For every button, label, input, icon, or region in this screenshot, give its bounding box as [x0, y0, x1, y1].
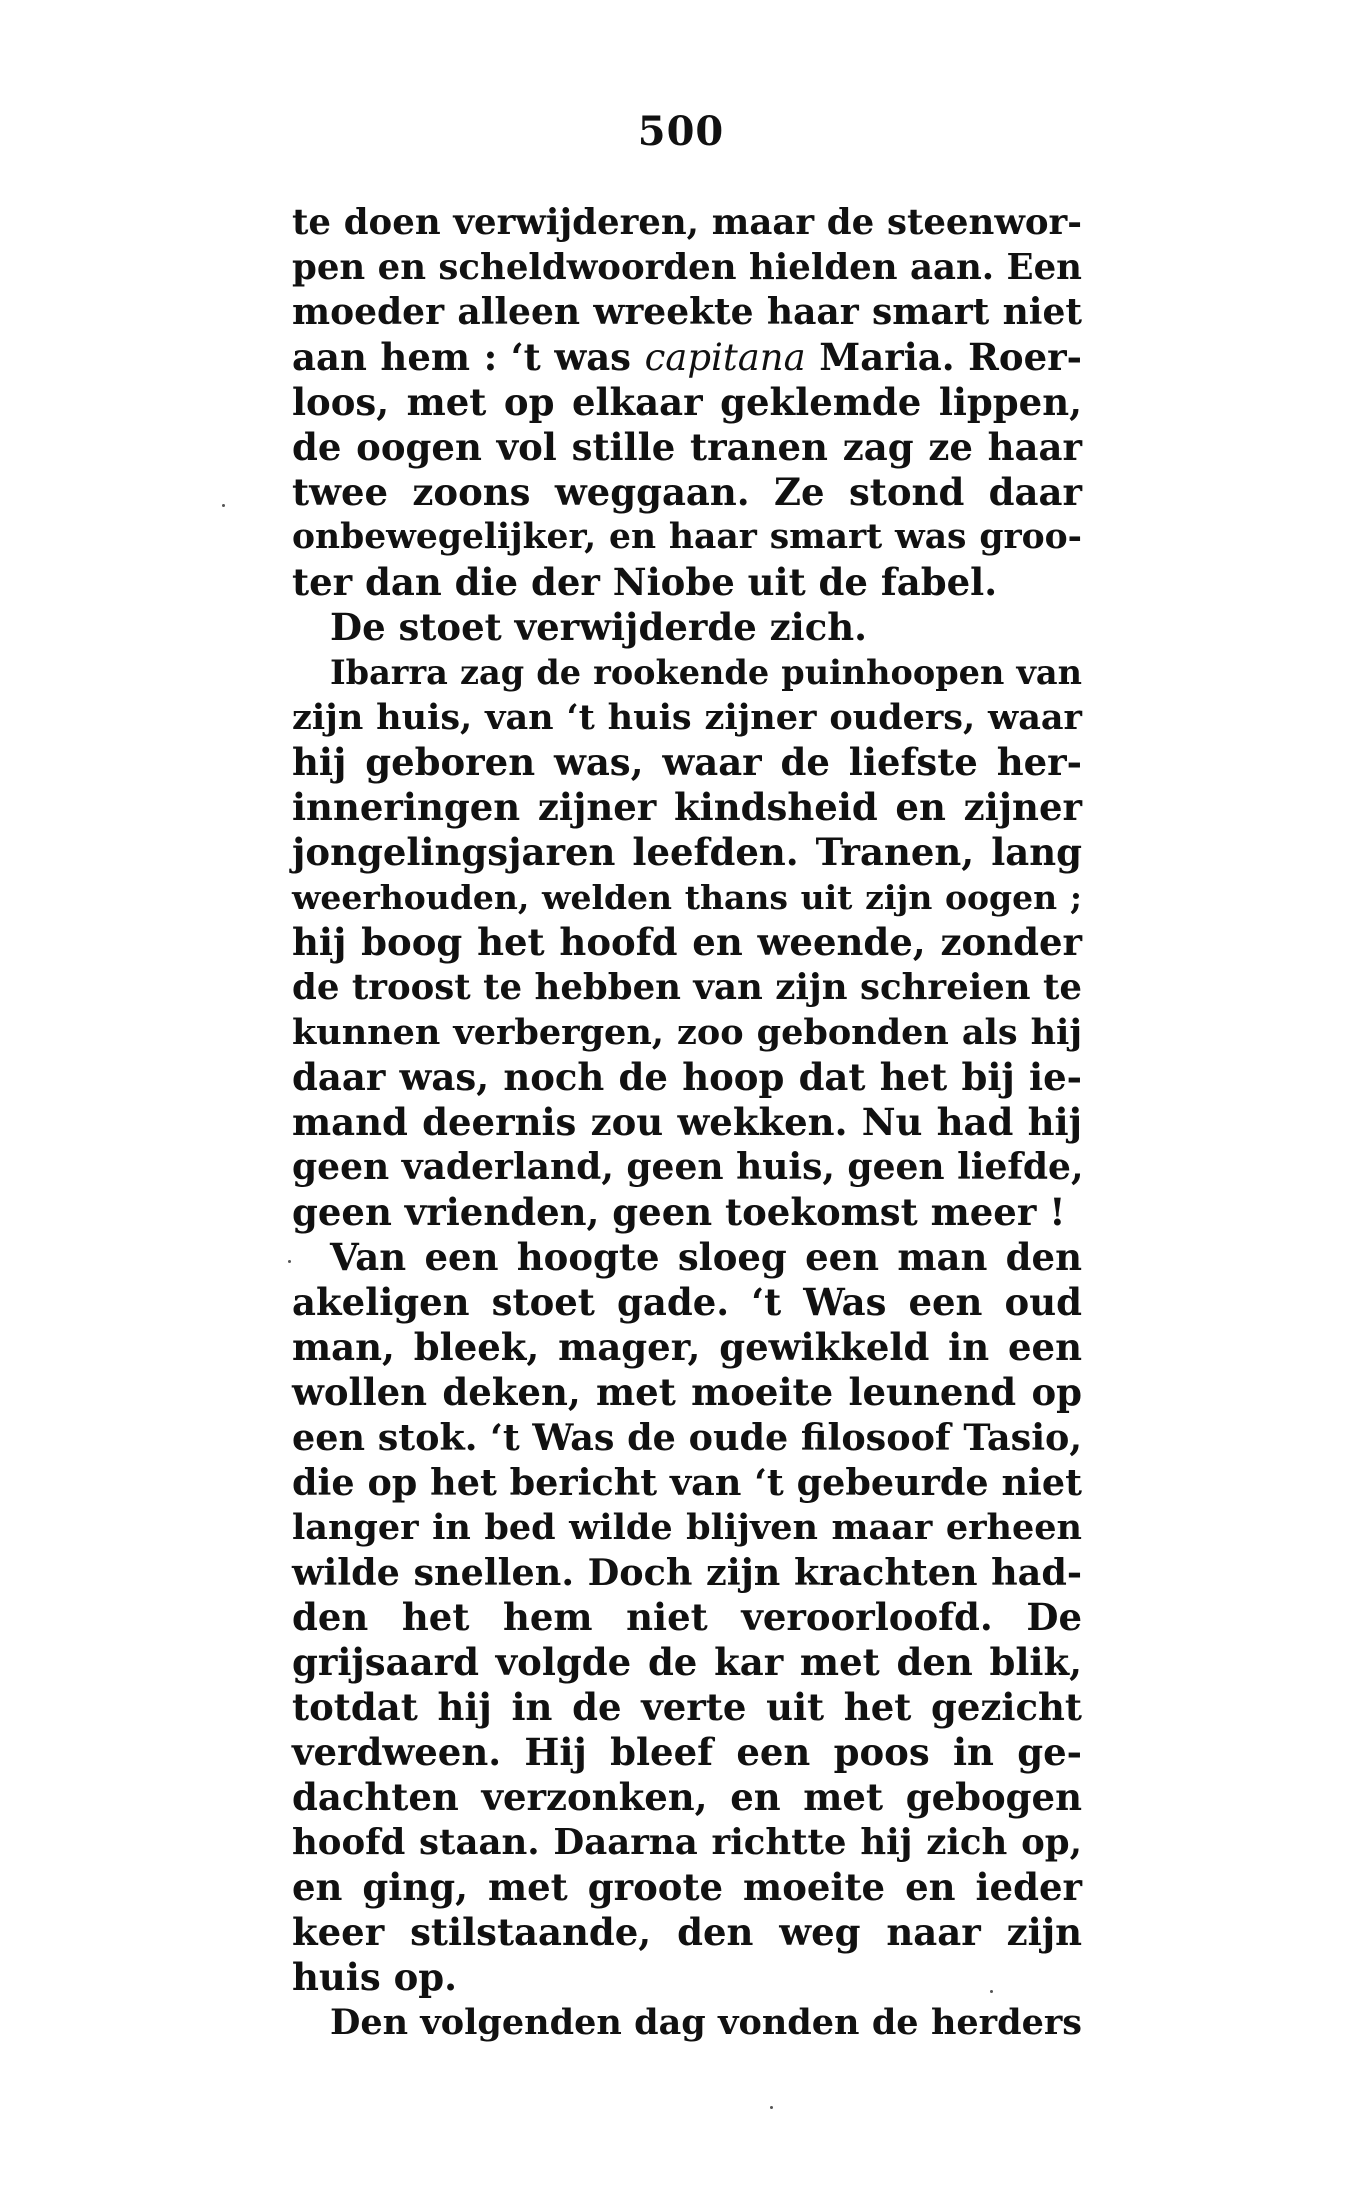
text-line: en ging, met groote moeite en ieder — [292, 1865, 1082, 1909]
text-line: akeligen stoet gade. ‘t Was een oud — [292, 1280, 1082, 1324]
text-line: twee zoons weggaan. Ze stond daar — [292, 470, 1082, 514]
text-line: kunnen verbergen, zoo gebonden als hij — [292, 1012, 1082, 1053]
text-line: te doen verwijderen, maar de steenwor- — [292, 202, 1082, 243]
text-line: die op het bericht van ‘t gebeurde niet — [292, 1461, 1082, 1504]
text-line: hij geboren was, waar de liefste her- — [292, 740, 1082, 784]
text-line: zijn huis, van ‘t huis zijner ouders, waar — [292, 697, 1082, 738]
text-line: verdween. Hij bleef een poos in ge- — [292, 1730, 1082, 1774]
text-line: een stok. ‘t Was de oude filosoof Tasio, — [292, 1416, 1083, 1459]
text-line: pen en scheldwoorden hielden aan. Een — [292, 247, 1082, 288]
text-line: geen vaderland, geen huis, geen liefde, — [292, 1146, 1084, 1188]
print-speck — [288, 1260, 291, 1263]
text-line: huis op. — [292, 1955, 458, 1999]
text-line: man, bleek, mager, gewikkeld in een — [292, 1325, 1082, 1369]
text-line: de oogen vol stille tranen zag ze haar — [292, 425, 1082, 469]
text-line: aan hem : ‘t was capitana Maria. Roer- — [292, 335, 1082, 379]
text-line: hoofd staan. Daarna richtte hij zich op, — [292, 1822, 1082, 1863]
text-line: Den volgenden dag vonden de herders — [330, 2002, 1082, 2043]
text-line: Ibarra zag de rookende puinhoopen van — [330, 653, 1082, 692]
print-speck — [990, 1990, 993, 1993]
text-line: totdat hij in de verte uit het gezicht — [292, 1685, 1082, 1729]
text-line: mand deernis zou wekken. Nu had hij — [292, 1100, 1082, 1144]
text-line: keer stilstaande, den weg naar zijn — [292, 1910, 1082, 1954]
text-line: Van een hoogte sloeg een man den — [330, 1235, 1082, 1279]
text-line: moeder alleen wreekte haar smart niet — [292, 291, 1082, 333]
text-line: geen vrienden, geen toekomst meer ! — [292, 1190, 1066, 1234]
text-line: wollen deken, met moeite leunend op — [292, 1370, 1082, 1414]
text-line: de troost te hebben van zijn schreien te — [292, 967, 1082, 1008]
text-line: De stoet verwijderde zich. — [330, 605, 868, 649]
print-speck — [222, 504, 225, 507]
text-line: ter dan die der Niobe uit de fabel. — [292, 560, 998, 604]
print-speck — [770, 2106, 773, 2109]
italic-word: capitana — [644, 336, 806, 379]
text-line: grijsaard volgde de kar met den blik, — [292, 1640, 1082, 1684]
text-line: hij boog het hoofd en weende, zonder — [292, 920, 1082, 964]
text-line: langer in bed wilde blijven maar erheen — [292, 1507, 1082, 1548]
text-line: daar was, noch de hoop dat het bij ie- — [292, 1055, 1082, 1099]
body-text — [292, 200, 1082, 2045]
text-line: jongelingsjaren leefden. Tranen, lang — [292, 830, 1082, 874]
page-number: 500 — [637, 108, 725, 155]
text-line: loos, met op elkaar geklemde lippen, — [292, 380, 1082, 424]
text-line: dachten verzonken, en met gebogen — [292, 1775, 1082, 1819]
text-line: weerhouden, welden thans uit zijn oogen ; — [292, 878, 1082, 917]
text-line: inneringen zijner kindsheid en zijner — [292, 785, 1082, 829]
text-line: den het hem niet veroorloofd. De — [292, 1595, 1082, 1639]
text-line: onbewegelijker, en haar smart was groo- — [292, 517, 1082, 557]
text-line: wilde snellen. Doch zijn krachten had- — [292, 1551, 1082, 1594]
